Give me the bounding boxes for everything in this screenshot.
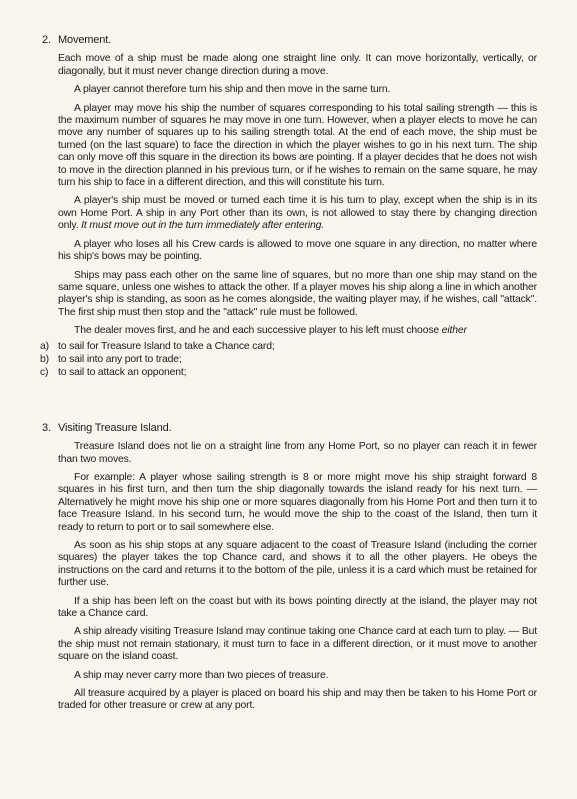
list-item xyxy=(40,353,537,366)
paragraph: For example: A player whose sailing strength is 8 or more might move his ship straight forward 8 squares in his first turn, and then turn the ship diagonally towards the island ready for his next turn. — Alternatively he might move his ship one or more squares diagonally from his Home Port and then turn it to face Treasure Island. In his second turn, he would move the ship to the coast of the Island, then turn it ready to return to port or to sail somewhere else. xyxy=(58,471,537,533)
paragraph-text: The dealer moves first, and he and each successive player to his left must choose xyxy=(74,325,439,337)
list-text: to sail for Treasure Island to take a Chance card; xyxy=(58,340,275,352)
list-item xyxy=(40,367,537,379)
paragraph: If a ship has been left on the coast but with its bows pointing directly at the island, the player may not take a Chance card. xyxy=(58,595,537,620)
choice-list xyxy=(40,340,537,380)
paragraph: A player who loses all his Crew cards is allowed to move one square in any direction, no matter where his ship's bows may be pointing. xyxy=(58,238,537,263)
section-title: Visiting Treasure Island. xyxy=(58,421,172,434)
paragraph: A player cannot therefore turn his ship and then move in the same turn. xyxy=(74,84,391,96)
section-heading-movement xyxy=(42,34,537,46)
paragraph: A ship already visiting Treasure Island may continue taking one Chance card at each turn to play. — But the ship must not remain stationary, it must turn to face in a different direction, or it must move to another square on the island coast. xyxy=(58,626,537,663)
list-text: to sail into any port to trade; xyxy=(58,353,182,365)
list-marker: b) xyxy=(40,353,49,365)
paragraph xyxy=(58,195,537,232)
section-title: Movement. xyxy=(58,34,112,46)
paragraph-text: A player's ship must be moved or turned each time it is his turn to play, except when the ship is in its own Home Port. A ship in any Port other than its own, is not allowed to stay there by changing direction only. xyxy=(58,195,537,232)
paragraph: All treasure acquired by a player is placed on board his ship and may then be taken to his Home Port or traded for other treasure or crew at any port. xyxy=(58,688,537,712)
section-number: 2. xyxy=(42,34,51,46)
paragraph: Treasure Island does not lie on a straight line from any Home Port, so no player can reach it in fewer than two moves. xyxy=(58,441,537,465)
section-heading-treasure-island xyxy=(42,421,537,434)
paragraph-emphasis: It must move out in the turn immediately after entering. xyxy=(78,220,324,232)
list-item xyxy=(40,340,537,353)
paragraph: As soon as his ship stops at any square adjacent to the coast of Treasure Island (including the corner squares) the player takes the top Chance card, and shows it to all the other players. He obeys the instructions on the card and returns it to the bottom of the pile, unless it is a card which must be retained for further use. xyxy=(58,540,537,589)
paragraph: Each move of a ship must be made along one straight line only. It can move horizontally, vertically, or diagonally, but it must never change direction during a move. xyxy=(58,53,537,77)
paragraph: Ships may pass each other on the same line of squares, but no more than one ship may stand on the same square, unless one wishes to attack the other. If a player moves his ship along a line in which another player's ship is standing, as soon as he comes alongside, the waiting player may, if he wishes, call "attack". The first ship must then stop and the "attack" rule must be followed. xyxy=(58,269,537,318)
paragraph-emphasis: either xyxy=(439,325,467,337)
list-marker: c) xyxy=(40,367,49,379)
section-number: 3. xyxy=(42,421,51,434)
paragraph: A ship may never carry more than two pieces of treasure. xyxy=(74,669,329,681)
paragraph: A player may move his ship the number of squares corresponding to his total sailing strength — this is the maximum number of squares he may move in one turn. However, when a player elects to move he can move any number of squares up to his sailing strength total. At the end of each move, the ship must be turned (on the last square) to face the direction in which the player wishes to go in his next turn. The ship can only move off this square in the direction its bows are pointing. If a player decides that he does not wish to move in the direction planned in his previous turn, or if he wishes to remain on the same square, he may turn his ship to face in a different direction, and this will constitute his turn. xyxy=(58,102,537,189)
paragraph xyxy=(58,325,537,337)
list-marker: a) xyxy=(40,340,49,352)
list-text: to sail to attack an opponent; xyxy=(58,367,187,379)
